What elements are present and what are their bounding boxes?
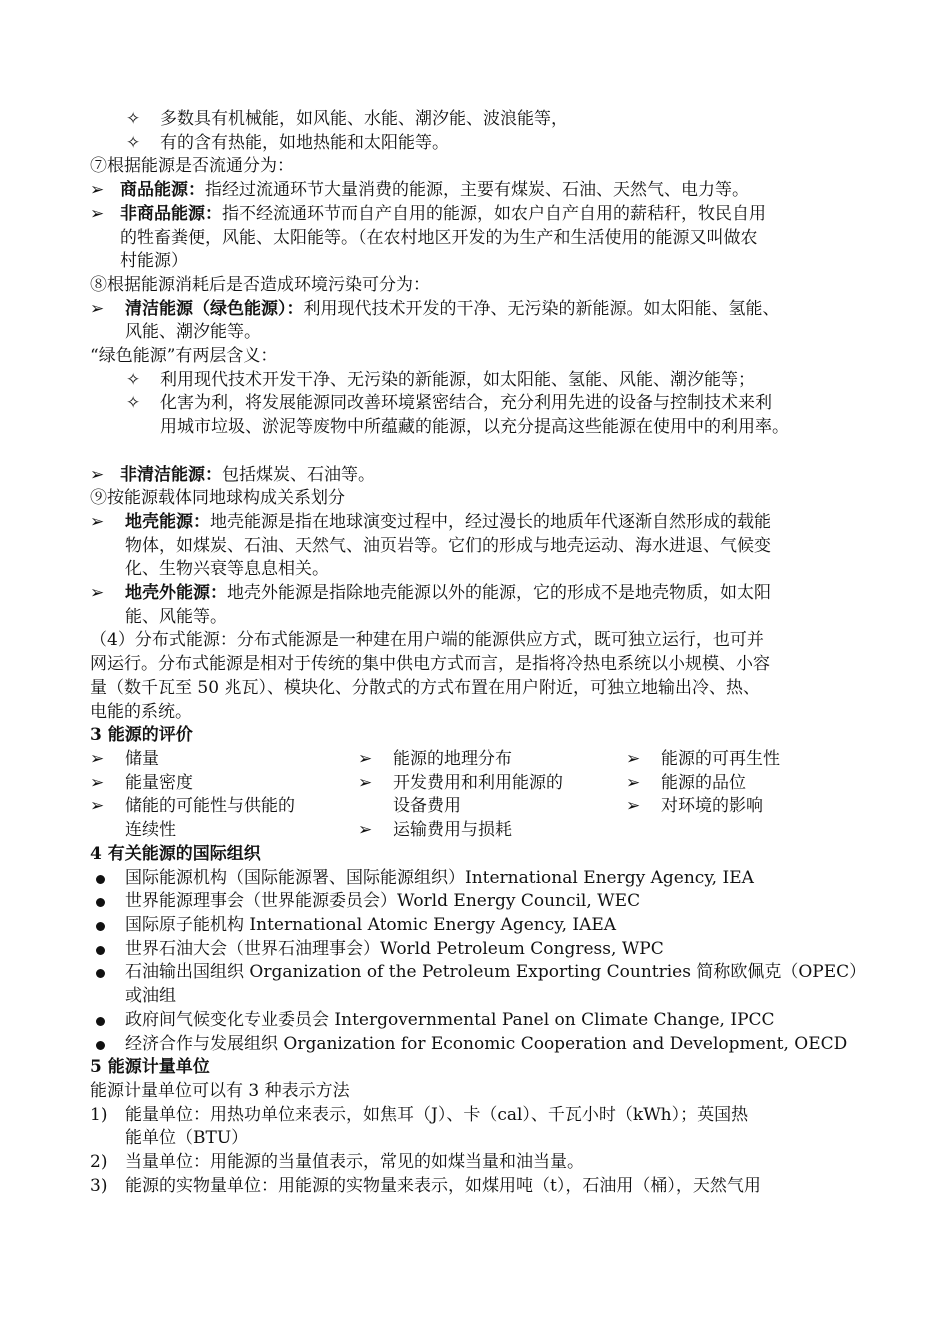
arrow-icon: ➢	[90, 511, 105, 532]
organization-item-line: 或油组	[125, 986, 176, 1007]
evaluation-item: ➢ 能源的可再生性	[626, 748, 780, 772]
evaluation-item: ➢ 储量	[90, 748, 295, 772]
arrow-icon: ➢	[90, 583, 105, 604]
commodity-energy-item: ➢ 商品能源：指经过流通环节大量消费的能源，主要有煤炭、石油、天然气、电力等。	[0, 179, 950, 203]
intro-item: ✧ 有的含有热能，如地热能和太阳能等。	[0, 132, 950, 156]
distributed-energy-paragraph-line: 电能的系统。	[90, 701, 192, 722]
unit-item-line: 能单位（BTU）	[125, 1128, 249, 1149]
arrow-icon: ➢	[626, 796, 641, 817]
organization-item: 石油输出国组织 Organization of the Petroleum Exporting Countries 简称欧佩克（OPEC）	[0, 961, 950, 985]
organization-item: 世界能源理事会（世界能源委员会）World Energy Council, WEC	[0, 890, 950, 914]
organizations-heading: 4 有关能源的国际组织	[90, 843, 261, 864]
evaluation-column-1	[90, 748, 295, 843]
evaluation-column-3	[626, 748, 780, 819]
green-energy-note: “绿色能源”有两层含义：	[90, 346, 278, 367]
arrow-icon: ➢	[626, 748, 641, 769]
distributed-energy-paragraph-line: 网运行。分布式能源是相对于传统的集中供电方式而言，是指将冷热电系统以小规模、小容	[90, 654, 770, 675]
arrow-icon: ➢	[90, 772, 105, 793]
units-heading: 5 能源计量单位	[90, 1057, 210, 1078]
non-commodity-energy-line: 村能源）	[120, 251, 188, 272]
arrow-icon: ➢	[90, 748, 105, 769]
evaluation-item: ➢ 能量密度	[90, 772, 295, 796]
organization-item: 世界石油大会（世界石油理事会）World Petroleum Congress, WPC	[0, 938, 950, 962]
list-number: 1)	[90, 1104, 108, 1125]
crust-energy-line: 物体，如煤炭、石油、天然气、油页岩等。它们的形成与地壳运动、海水进退、气候变	[125, 535, 771, 556]
extra-crust-energy-item: ➢ 地壳外能源：地壳外能源是指除地壳能源以外的能源，它的形成不是地壳物质，如太阳	[0, 582, 950, 606]
diamond-icon: ✧	[126, 369, 141, 390]
diamond-icon: ✧	[126, 132, 141, 153]
clean-energy-line: 风能、潮汐能等。	[125, 322, 261, 343]
unit-item: 3) 能源的实物量单位：用能源的实物量来表示，如煤用吨（t），石油用（桶），天然气用	[0, 1175, 950, 1199]
evaluation-item: ➢ 开发费用和利用能源的	[358, 772, 563, 796]
clean-energy-item: ➢ 清洁能源（绿色能源）：利用现代技术开发的干净、无污染的新能源。如太阳能、氢能、	[0, 298, 950, 322]
units-intro: 能源计量单位可以有 3 种表示方法	[90, 1081, 350, 1101]
arrow-icon: ➢	[90, 464, 105, 485]
evaluation-heading: 3 能源的评价	[90, 725, 193, 746]
non-commodity-energy-item: ➢ 非商品能源：指不经流通环节而自产自用的能源，如农户自产自用的薪秸秆，牧民自用	[0, 203, 950, 227]
evaluation-item-line: 设备费用	[393, 796, 461, 817]
bullet-icon	[96, 898, 105, 907]
arrow-icon: ➢	[358, 820, 373, 841]
bullet-icon	[96, 875, 105, 884]
diamond-icon: ✧	[126, 109, 141, 129]
organization-item: 经济合作与发展组织 Organization for Economic Cooperation and Development, OECD	[0, 1033, 950, 1057]
evaluation-item: ➢ 能源的品位	[626, 772, 780, 796]
unit-item: 2) 当量单位：用能源的当量值表示，常见的如煤当量和油当量。	[0, 1151, 950, 1175]
arrow-icon: ➢	[358, 748, 373, 769]
list-number: 2)	[90, 1152, 108, 1173]
document-page	[0, 108, 950, 1199]
evaluation-column-2	[358, 748, 563, 843]
evaluation-columns	[0, 748, 950, 843]
extra-crust-energy-line: 能、风能等。	[125, 606, 227, 627]
evaluation-item: ➢ 运输费用与损耗	[358, 819, 563, 843]
arrow-icon: ➢	[90, 298, 105, 319]
crust-energy-item: ➢ 地壳能源：地壳能源是指在地球演变过程中，经过漫长的地质年代逐渐自然形成的载能	[0, 511, 950, 535]
intro-item: ✧ 多数具有机械能，如风能、水能、潮汐能、波浪能等，	[0, 108, 950, 132]
arrow-icon: ➢	[90, 203, 105, 224]
bullet-icon	[96, 1017, 105, 1026]
section-9-heading: ⑨按能源载体同地球构成关系划分	[90, 488, 345, 509]
organization-item: 政府间气候变化专业委员会 Intergovernmental Panel on Climate Change, IPCC	[0, 1009, 950, 1033]
arrow-icon: ➢	[358, 772, 373, 793]
section-8-heading: ⑧根据能源消耗后是否造成环境污染可分为：	[90, 274, 430, 295]
non-clean-energy-item: ➢ 非清洁能源：包括煤炭、石油等。	[0, 464, 950, 488]
bullet-icon	[96, 969, 105, 978]
arrow-icon: ➢	[90, 796, 105, 817]
evaluation-item: ➢ 对环境的影响	[626, 795, 780, 819]
green-energy-meaning-line: 用城市垃圾、淤泥等废物中所蕴藏的能源，以充分提高这些能源在使用中的利用率。	[160, 417, 789, 438]
list-number: 3)	[90, 1175, 108, 1196]
green-energy-meaning: ✧ 化害为利，将发展能源同改善环境紧密结合，充分利用先进的设备与控制技术来利	[0, 392, 950, 416]
bullet-icon	[96, 1041, 105, 1050]
section-7-heading: ⑦根据能源是否流通分为：	[90, 156, 294, 177]
non-commodity-energy-line: 的牲畜粪便，风能、太阳能等。（在农村地区开发的为生产和生活使用的能源又叫做农	[120, 227, 758, 248]
arrow-icon: ➢	[90, 180, 105, 201]
organization-item: 国际原子能机构 International Atomic Energy Agency, IAEA	[0, 914, 950, 938]
unit-item: 1) 能量单位：用热功单位来表示，如焦耳（J）、卡（cal）、千瓦小时（kWh）；英国热	[0, 1104, 950, 1128]
evaluation-item: ➢ 储能的可能性与供能的	[90, 795, 295, 819]
arrow-icon: ➢	[626, 772, 641, 793]
distributed-energy-paragraph-line: 量（数千瓦至 50 兆瓦）、模块化、分散式的方式布置在用户附近，可独立地输出冷、热、	[90, 677, 760, 698]
green-energy-meaning: ✧ 利用现代技术开发干净、无污染的新能源，如太阳能、氢能、风能、潮汐能等；	[0, 369, 950, 393]
crust-energy-line: 化、生物兴衰等息息相关。	[125, 559, 329, 580]
diamond-icon: ✧	[126, 393, 141, 414]
bullet-icon	[96, 922, 105, 931]
distributed-energy-paragraph-line: （4）分布式能源：分布式能源是一种建在用户端的能源供应方式，既可独立运行，也可并	[90, 630, 764, 651]
organization-item: 国际能源机构（国际能源署、国际能源组织）International Energy Agency, IEA	[0, 867, 950, 891]
evaluation-item: ➢ 能源的地理分布	[358, 748, 563, 772]
bullet-icon	[96, 946, 105, 955]
evaluation-item-line: 连续性	[125, 820, 176, 841]
